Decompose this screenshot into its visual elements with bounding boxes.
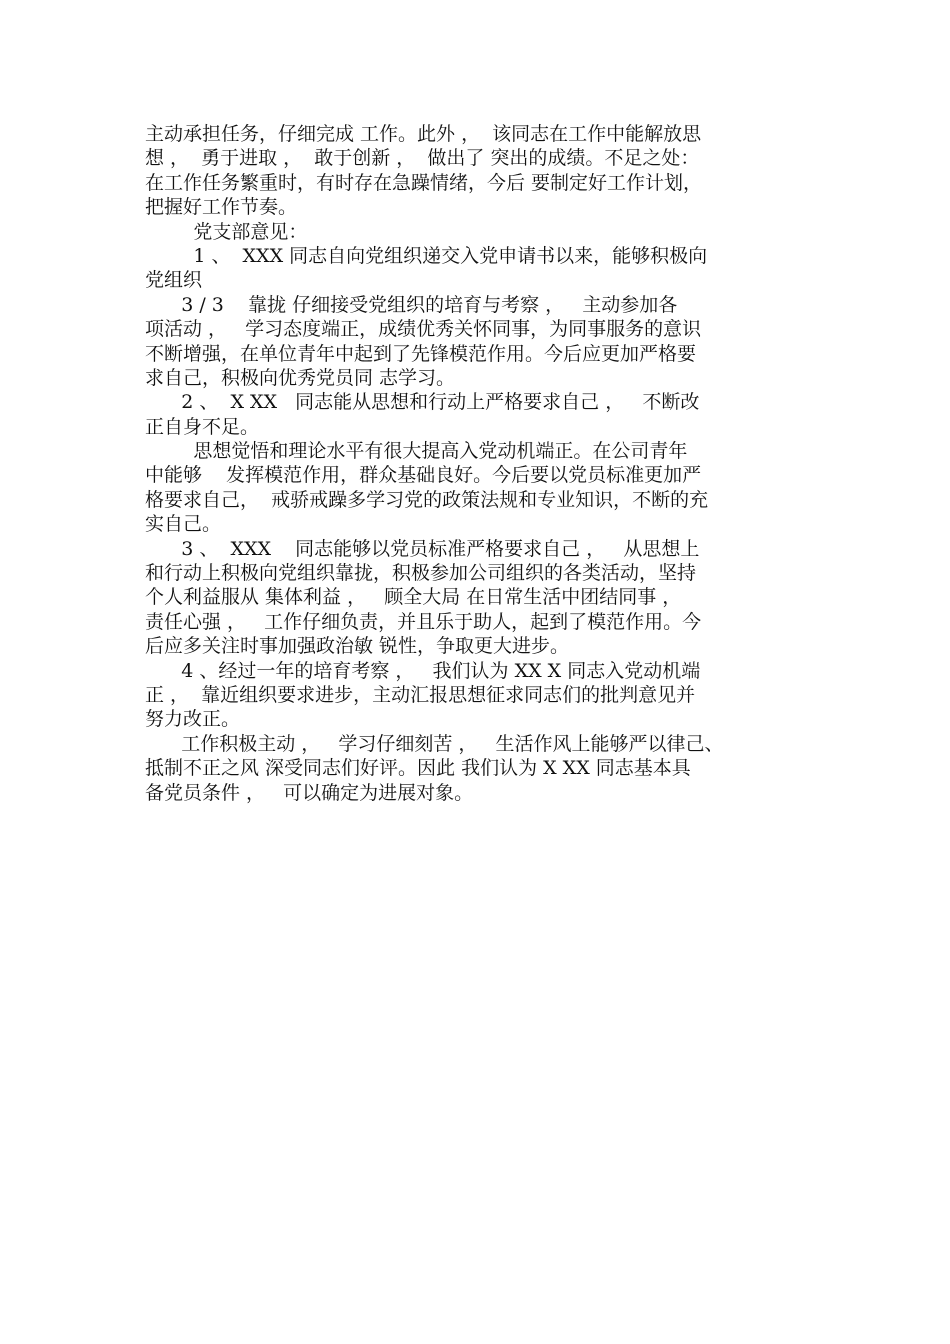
text-line: 2 、 X XX 同志能从思想和行动上严格要求自己 ， 不断改 (145, 391, 700, 414)
text-line: 求自己，积极向优秀党员同 志学习。 (145, 366, 456, 389)
text-line: 3 / 3 靠拢 仔细接受党组织的培育与考察 ， 主动参加各 (145, 293, 678, 316)
text-line: 不断增强，在单位青年中起到了先锋模范作用。今后应更加严格要 (145, 342, 697, 365)
text-line: 中能够 发挥模范作用，群众基础良好。今后要以党员标准更加严 (145, 464, 702, 487)
text-line: 党组织 (145, 269, 203, 292)
text-line: 思想觉悟和理论水平有很大提高入党动机端正。在公司青年 (145, 440, 688, 463)
text-line: 个人利益服从 集体利益 ， 顾全大局 在日常生活中团结同事 ， (145, 586, 682, 609)
text-line: 把握好工作节奏。 (145, 196, 298, 219)
text-line: 努力改正。 (145, 708, 241, 731)
text-line: 4 、经过一年的培育考察 ， 我们认为 XX X 同志入党动机端 (145, 659, 701, 682)
text-line: 1 、 XXX 同志自向党组织递交入党申请书以来，能够积极向 (145, 244, 708, 267)
text-line: 3 、 XXX 同志能够以党员标准严格要求自己 ， 从思想上 (145, 537, 700, 560)
text-line: 备党员条件 ， 可以确定为进展对象。 (145, 781, 474, 804)
document-body (145, 122, 825, 805)
text-line: 工作积极主动 ， 学习仔细刻苦 ， 生活作风上能够严以律己、 (145, 732, 724, 755)
text-line: 后应多关注时事加强政治敏 锐性，争取更大进步。 (145, 635, 570, 658)
text-line: 责任心强 ， 工作仔细负责，并且乐于助人，起到了模范作用。今 (145, 610, 702, 633)
text-line: 正 ， 靠近组织要求进步，主动汇报思想征求同志们的批判意见并 (145, 683, 696, 706)
text-line: 项活动 ， 学习态度端正，成绩优秀关怀同事，为同事服务的意识 (145, 318, 702, 341)
text-line: 在工作任务繁重时，有时存在急躁情绪，今后 要制定好工作计划， (145, 171, 703, 194)
text-line: 正自身不足。 (145, 415, 260, 438)
text-line: 格要求自己， 戒骄戒躁多学习党的政策法规和专业知识，不断的充 (145, 488, 709, 511)
text-line: 想 ， 勇于进取 ， 敢于创新 ， 做出了 突出的成绩。不足之处： (145, 147, 700, 170)
text-line: 实自己。 (145, 513, 222, 536)
text-line: 抵制不正之风 深受同志们好评。因此 我们认为 X XX 同志基本具 (145, 757, 691, 780)
section-heading: 党支部意见： (145, 220, 308, 243)
text-line: 主动承担任务，仔细完成 工作。此外 ， 该同志在工作中能解放思 (145, 123, 702, 145)
text-line: 和行动上积极向党组织靠拢，积极参加公司组织的各类活动，坚持 (145, 562, 697, 585)
